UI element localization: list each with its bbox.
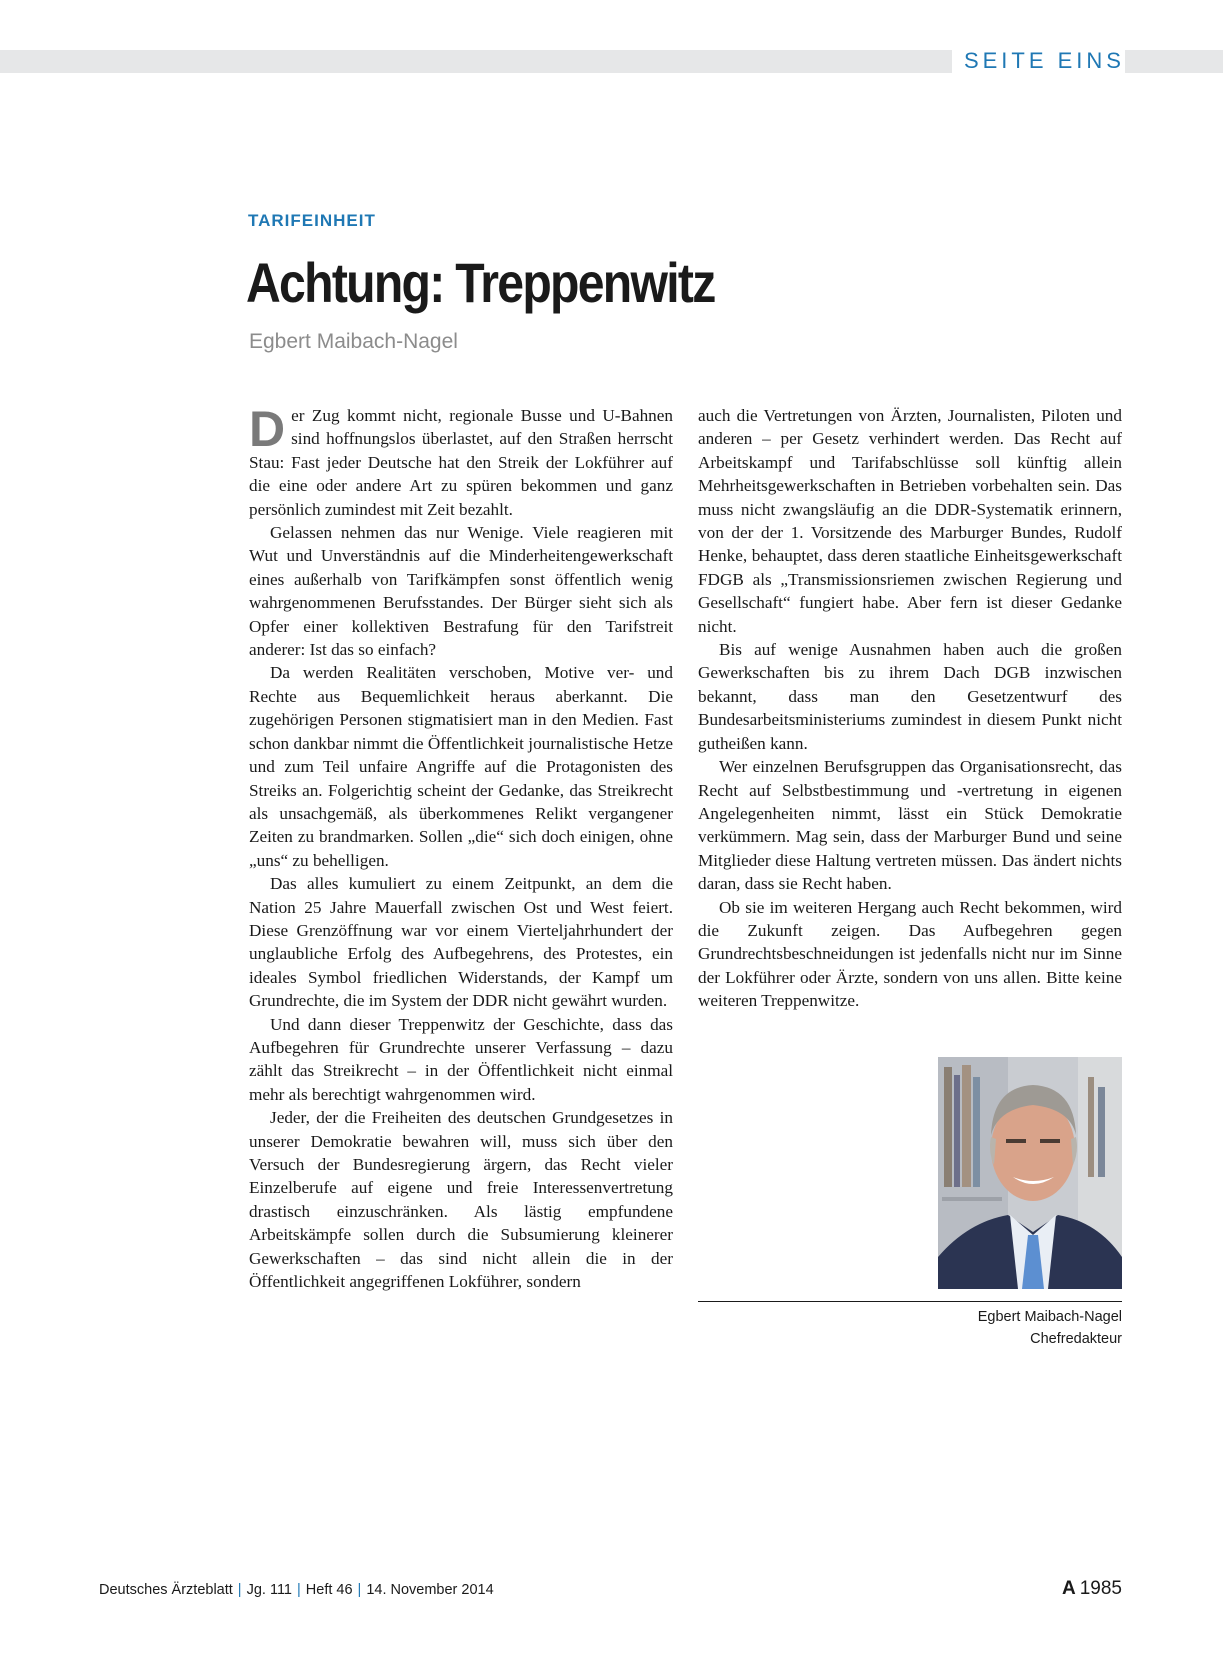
paragraph: Bis auf wenige Ausnahmen haben auch die großen Gewerkschaften bis zu ihrem Dach DGB inzwischen bekannt, dass man den Gesetzentwurf des Bundesarbeitsministeriums zumindest in diesem Punkt nicht gutheißen kann.: [698, 640, 1122, 753]
paragraph: Gelassen nehmen das nur Wenige. Viele reagieren mit Wut und Unverständnis auf die Minderheitengewerkschaft eines außerhalb von Tarifkämpfen sonst öffentlich wenig wahrgenommenen Berufsstandes. Der Bürger sieht sich als Opfer einer kollektiven Bestrafung für den Tarifstreit anderer: Ist das so einfach?: [249, 523, 673, 660]
paragraph: Und dann dieser Treppenwitz der Geschichte, dass das Aufbegehren für Grundrechte unserer Verfassung – dazu zählt das Streikrecht – in der Öffentlichkeit nicht einmal mehr als berechtigt wahrgenommen wird.: [249, 1014, 673, 1104]
footer-journal: Deutsches Ärzteblatt: [99, 1582, 233, 1598]
paragraph: Wer einzelnen Berufsgruppen das Organisationsrecht, das Recht auf Selbstbestimmung und -vertretung in eigenen Angelegenheiten nimmt, lässt ein Stück Demokratie verkümmern. Mag sein, dass der Marburger Bund und seine Mitglieder diese Haltung vertreten müssen. Das ändert nichts daran, dass sie Recht haben.: [698, 757, 1122, 894]
paragraph: Jeder, der die Freiheiten des deutschen Grundgesetzes in unserer Demokratie bewahren will, muss sich über den Versuch der Bundesregierung ärgern, das Recht vieler Einzelberufe auf eigene und freie Interessenvertretung drastisch einzuschränken. Als lästig empfundene Arbeitskämpfe sollen durch die Subsumierung kleinerer Gewerkschaften – das sind nicht allein die in der Öffentlichkeit angegriffenen Lokführer, sondern: [249, 1108, 673, 1292]
article-headline: Achtung: Treppenwitz: [246, 251, 715, 314]
footer-citation: [99, 1582, 494, 1598]
paragraph: Ob sie im weiteren Hergang auch Recht bekommen, wird die Zukunft zeigen. Das Aufbegehren gegen Grundrechtsbeschneidungen ist jedenfalls nicht nur im Sinne der Lokführer oder Ärzte, sondern von uns allen. Bitte keine weiteren Treppenwitze.: [698, 897, 1122, 1011]
caption-name: Egbert Maibach-Nagel: [977, 1309, 1122, 1325]
footer-separator: |: [297, 1582, 301, 1598]
footer-separator: |: [357, 1582, 362, 1598]
page-prefix: A: [1061, 1578, 1076, 1599]
drop-cap: D: [249, 401, 286, 457]
article-author: Egbert Maibach-Nagel: [249, 330, 458, 353]
page-number: [1062, 1578, 1122, 1600]
footer-issue: Heft 46: [305, 1582, 353, 1598]
photo-caption: [978, 1306, 1122, 1350]
paragraph: Da werden Realitäten verschoben, Motive ver- und Rechte aus Bequemlichkeit heraus aberkannt. Die zugehörigen Personen stigmatisiert man in den Medien. Fast schon dankbar nimmt die Öffentlichkeit journalistische Hetze und zum Teil unfaire Angriffe auf die Protagonisten des Streiks an. Folgerichtig scheint der Gedanke, das Streikrecht als unsachgemäß, als überkommenes Relikt vergangener Zeiten zu brandmarken. Sollen „die“ sich doch einigen, ohne „uns“ zu behelligen.: [249, 663, 673, 870]
author-photo: [938, 1057, 1122, 1289]
caption-rule: [698, 1301, 1122, 1302]
footer-date: 14. November 2014: [366, 1582, 494, 1598]
footer-volume: Jg. 111: [246, 1582, 292, 1598]
section-label: SEITE EINS: [952, 47, 1125, 75]
article-column-left: [249, 401, 673, 1293]
paragraph: auch die Vertretungen von Ärzten, Journalisten, Piloten und anderen – per Gesetz verhindert werden. Das Recht auf Arbeitskampf und Tarifabschlüsse soll künftig allein Mehrheitsgewerkschaften in Betrieben vorbehalten sein. Das muss nicht zwangsläufig an die DDR-Systematik erinnern, von der der 1. Vorsitzende des Marburger Bundes, Rudolf Henke, behauptet, dass deren staatliche Einheitsgewerkschaft FDGB als „Transmissionsriemen zwischen Regierung und Gesellschaft“ fungiert habe. Aber fern ist dieser Gedanke nicht.: [698, 406, 1122, 636]
article-column-right: [698, 404, 1122, 1013]
page-number-value: 1985: [1079, 1578, 1122, 1599]
footer-separator: |: [237, 1582, 242, 1598]
caption-role: Chefredakteur: [1030, 1331, 1122, 1347]
paragraph: Das alles kumuliert zu einem Zeitpunkt, an dem die Nation 25 Jahre Mauerfall zwischen Ost und West feiert. Diese Grenzöffnung war vor einem Vierteljahrhundert der unglaubliche Erfolg des Aufbegehrens, des Protestes, ein ideales Symbol friedlichen Widerstands, der Kampf um Grundrechte, die im System der DDR nicht gewährt wurden.: [249, 874, 673, 1011]
paragraph: Der Zug kommt nicht, regionale Busse und U-Bahnen sind hoffnungslos überlastet, auf den Straßen herrscht Stau: Fast jeder Deutsche hat den Streik der Lokführer auf die eine oder andere Art zu spüren bekommen und ganz persönlich zumindest mit Zeit bezahlt.: [249, 401, 673, 519]
article-kicker: TARIFEINHEIT: [248, 211, 376, 230]
